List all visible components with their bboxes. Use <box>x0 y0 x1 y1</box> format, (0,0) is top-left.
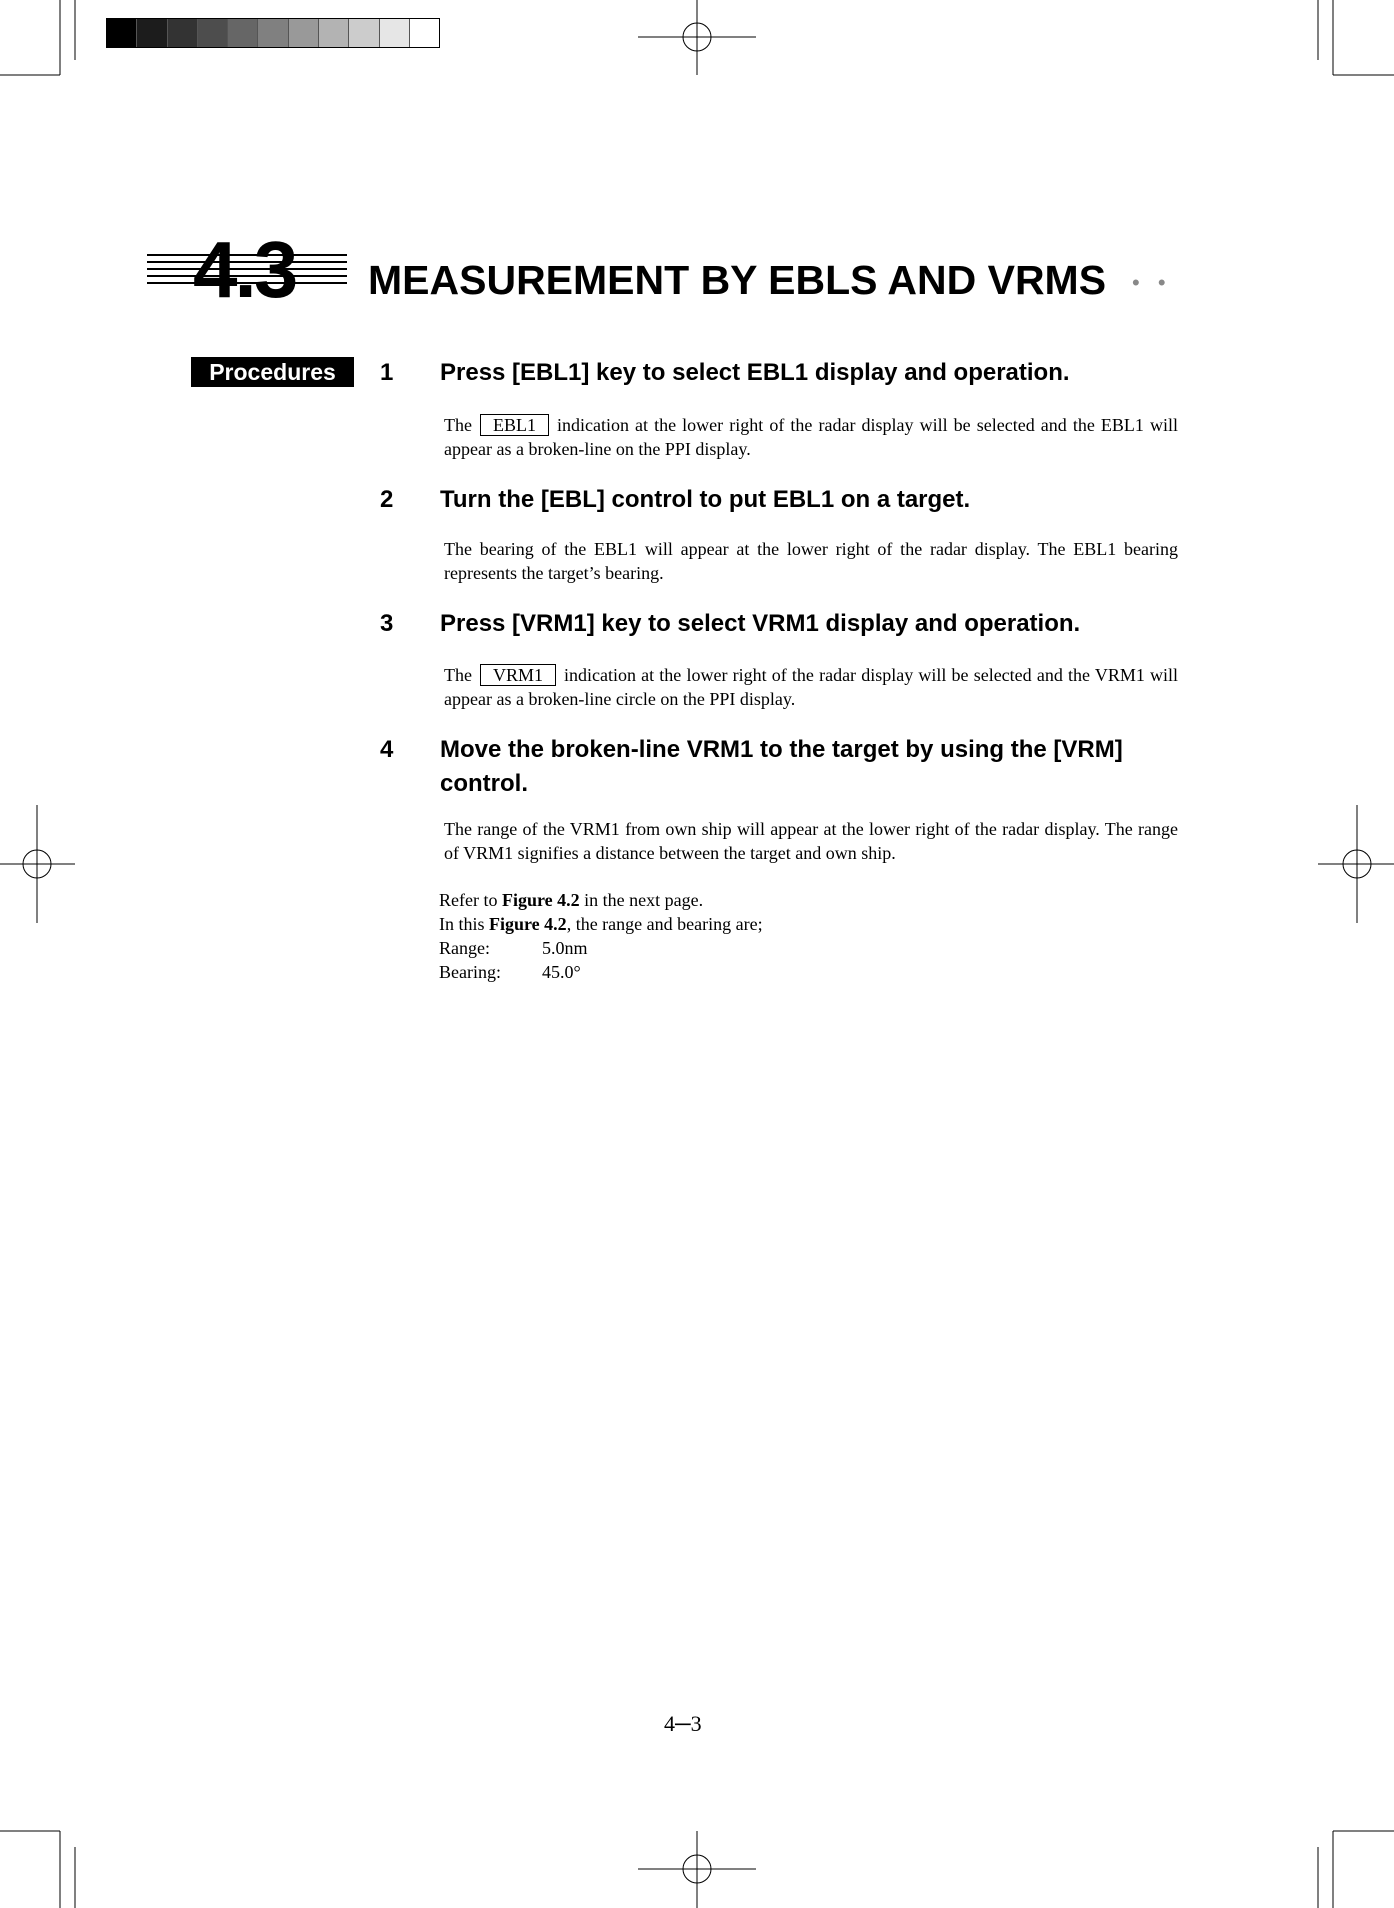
step-2-number: 2 <box>380 486 394 513</box>
ref-line-2: In this Figure 4.2, the range and bearing are; <box>439 914 763 934</box>
ebl1-key-indicator: EBL1 <box>480 414 549 436</box>
step-3-number: 3 <box>380 610 394 637</box>
procedures-badge: Procedures <box>191 357 354 387</box>
gray-swatch <box>319 19 349 47</box>
gray-swatch <box>107 19 137 47</box>
gray-swatch <box>380 19 410 47</box>
step-1-number: 1 <box>380 359 394 386</box>
gray-swatch <box>410 19 439 47</box>
title-dots: • • <box>1132 270 1172 295</box>
vrm1-key-indicator: VRM1 <box>480 664 556 686</box>
step-1-heading: Press [EBL1] key to select EBL1 display and operation. <box>440 359 1070 386</box>
step-2-text: The bearing of the EBL1 will appear at the lower right of the radar display. The EBL1 bearing represents the target’s bearing. <box>444 539 1178 583</box>
ref-line-1: Refer to Figure 4.2 in the next page. <box>439 890 704 910</box>
page-number: 4─3 <box>664 1711 702 1736</box>
step-2-heading: Turn the [EBL] control to put EBL1 on a target. <box>440 486 971 513</box>
step-4-text: The range of the VRM1 from own ship will appear at the lower right of the radar display. The range of VRM1 signifies a distance between the target and own ship. <box>444 819 1178 863</box>
step-4-heading: Move the broken-line VRM1 to the target by using the [VRM] control. <box>440 736 1123 797</box>
step-4-number: 4 <box>380 736 394 763</box>
step-3-heading: Press [VRM1] key to select VRM1 display and operation. <box>440 610 1081 637</box>
gray-swatch <box>168 19 198 47</box>
gray-scale-bar <box>106 18 440 48</box>
gray-swatch <box>198 19 228 47</box>
section-number: 4.3 <box>193 225 296 314</box>
step-1-text: The EBL1 indication at the lower right of the radar display will be selected and the EBL1 will appear as a broken-line on the PPI display. <box>444 415 1178 459</box>
gray-swatch <box>228 19 258 47</box>
bearing-row: Bearing: 45.0° <box>439 962 581 982</box>
gray-swatch <box>289 19 319 47</box>
gray-swatch <box>349 19 379 47</box>
gray-swatch <box>137 19 167 47</box>
range-row: Range: 5.0nm <box>439 938 588 958</box>
gray-swatch <box>258 19 288 47</box>
step-3-text: The VRM1 indication at the lower right of the radar display will be selected and the VRM1 will appear as a broken-line circle on the PPI display. <box>444 665 1178 709</box>
section-title: MEASUREMENT BY EBLS AND VRMS <box>368 257 1107 303</box>
figure-reference-block <box>439 888 763 984</box>
